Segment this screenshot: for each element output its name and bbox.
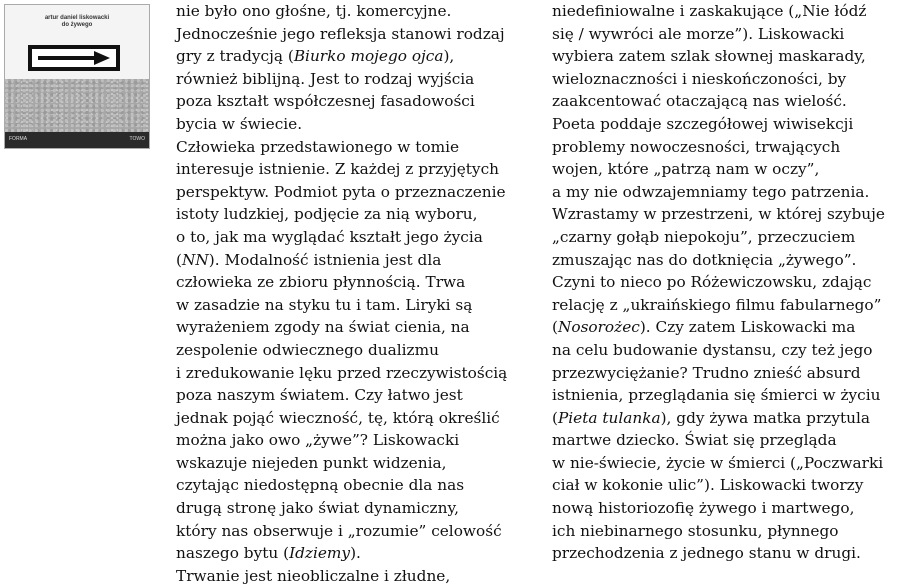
- poem-title: Biurko mojego ojca: [293, 47, 444, 66]
- text-line: zespolenie odwiecznego dualizmu: [176, 340, 439, 359]
- arrow-sign: [28, 45, 120, 71]
- text-line: wieloznaczności i nieskończoności, by: [552, 69, 847, 88]
- text-line: nie było ono głośne, tj. komercyjne.: [176, 2, 452, 20]
- text-line: interesuje istnienie. Z każdej z przyjętych: [176, 160, 499, 179]
- text-line: gry z tradycją (Biurko mojego ojca),: [176, 47, 455, 66]
- text-line: relację z „ukraińskiego filmu fabularnego”: [552, 295, 882, 314]
- poem-title: Pieta tulanka: [557, 408, 661, 427]
- poem-title: NN: [181, 250, 209, 269]
- arrow-right-icon: [32, 49, 116, 67]
- cover-publisher-left: FORMA: [9, 136, 28, 142]
- text-line: wojen, które „patrzą nam w oczy”,: [552, 160, 820, 179]
- text-line: Trwanie jest nieobliczalne i złudne,: [176, 566, 451, 585]
- text-line: martwe dziecko. Świat się przegląda: [552, 431, 837, 450]
- text-line: można jako owo „żywe”? Liskowacki: [176, 431, 460, 450]
- text-line: wskazuje niejeden punkt widzenia,: [176, 453, 447, 472]
- text-line: poza naszym światem. Czy łatwo jest: [176, 386, 463, 405]
- text-line: ich niebinarnego stosunku, płynnego: [552, 521, 839, 540]
- text-line: i zredukowanie lęku przed rzeczywistością: [176, 363, 508, 382]
- cover-upper-panel: [5, 5, 149, 79]
- text-column-left: [176, 0, 507, 587]
- cover-book-title: do żywego: [61, 22, 93, 28]
- cover-author: [5, 15, 149, 29]
- text-line: zmuszając nas do dotknięcia „żywego”.: [552, 250, 857, 269]
- text-line: człowieka ze zbioru płynnością. Trwa: [176, 273, 466, 292]
- text-line: a my nie odwzajemniamy tego patrzenia.: [552, 182, 870, 201]
- text-line: Wzrastamy w przestrzeni, w której szybuje: [552, 205, 885, 224]
- text-line: (Nosorożec). Czy zatem Liskowacki ma: [552, 318, 856, 337]
- text-line: niedefiniowalne i zaskakujące („Nie łódź: [552, 2, 867, 20]
- text-line: nową historiozofię żywego i martwego,: [552, 499, 855, 518]
- text-line: drugą stronę jako świat dynamiczny,: [176, 499, 459, 518]
- text-line: czytając niedostępną obecnie dla nas: [176, 476, 465, 495]
- text-line: się / wywróci ale morze”). Liskowacki: [552, 24, 845, 43]
- text-line: bycia w świecie.: [176, 114, 303, 133]
- text-line: Jednocześnie jego refleksja stanowi rodzaj: [176, 24, 505, 43]
- text-line: wyrażeniem zgody na świat cienia, na: [176, 318, 470, 337]
- text-line: istoty ludzkiej, podjęcie za nią wyboru,: [176, 205, 478, 224]
- text-line: w nie-świecie, życie w śmierci („Poczwarki: [552, 453, 884, 472]
- poem-title: Idziemy: [289, 544, 351, 563]
- text-line: (Pieta tulanka), gdy żywa matka przytula: [552, 408, 870, 427]
- text-line: problemy nowoczesności, trwających: [552, 137, 841, 156]
- text-line: Człowieka przedstawionego w tomie: [176, 137, 460, 156]
- text-line: istnienia, przeglądania się śmierci w życiu: [552, 386, 881, 405]
- text-line: który nas obserwuje i „rozumie” celowość: [176, 521, 502, 540]
- text-line: przechodzenia z jednego stanu w drugi.: [552, 544, 861, 563]
- text-column-right: [552, 0, 885, 565]
- cover-publisher-right: TOWO: [129, 136, 145, 142]
- text-line: poza kształt współczesnej fasadowości: [176, 92, 475, 111]
- text-line: również biblijną. Jest to rodzaj wyjścia: [176, 69, 475, 88]
- text-line: Czyni to nieco po Różewiczowsku, zdając: [552, 273, 872, 292]
- book-cover-image: [4, 4, 150, 149]
- text-line: Poeta poddaje szczegółowej wiwisekcji: [552, 114, 854, 133]
- text-line: jednak pojąć wieczność, tę, którą określić: [176, 408, 500, 427]
- cover-author-name: artur daniel liskowacki: [44, 15, 110, 21]
- cover-footer-bar: [5, 132, 149, 148]
- text-line: o to, jak ma wyglądać kształt jego życia: [176, 227, 483, 246]
- text-line: na celu budowanie dystansu, czy też jego: [552, 340, 873, 359]
- text-line: zaakcentować otaczającą nas wielość.: [552, 92, 847, 111]
- text-line: w zasadzie na styku tu i tam. Liryki są: [176, 295, 473, 314]
- text-line: (NN). Modalność istnienia jest dla: [176, 250, 442, 269]
- text-line: przezwyciężanie? Trudno znieść absurd: [552, 363, 861, 382]
- text-line: ciał w kokonie ulic”). Liskowacki tworzy: [552, 476, 864, 495]
- text-line: „czarny gołąb niepokoju”, przeczuciem: [552, 227, 856, 246]
- text-line: perspektyw. Podmiot pyta o przeznaczenie: [176, 182, 506, 201]
- text-line: naszego bytu (Idziemy).: [176, 544, 361, 563]
- text-line: wybiera zatem szlak słownej maskarady,: [552, 47, 866, 66]
- poem-title: Nosorożec: [557, 318, 640, 337]
